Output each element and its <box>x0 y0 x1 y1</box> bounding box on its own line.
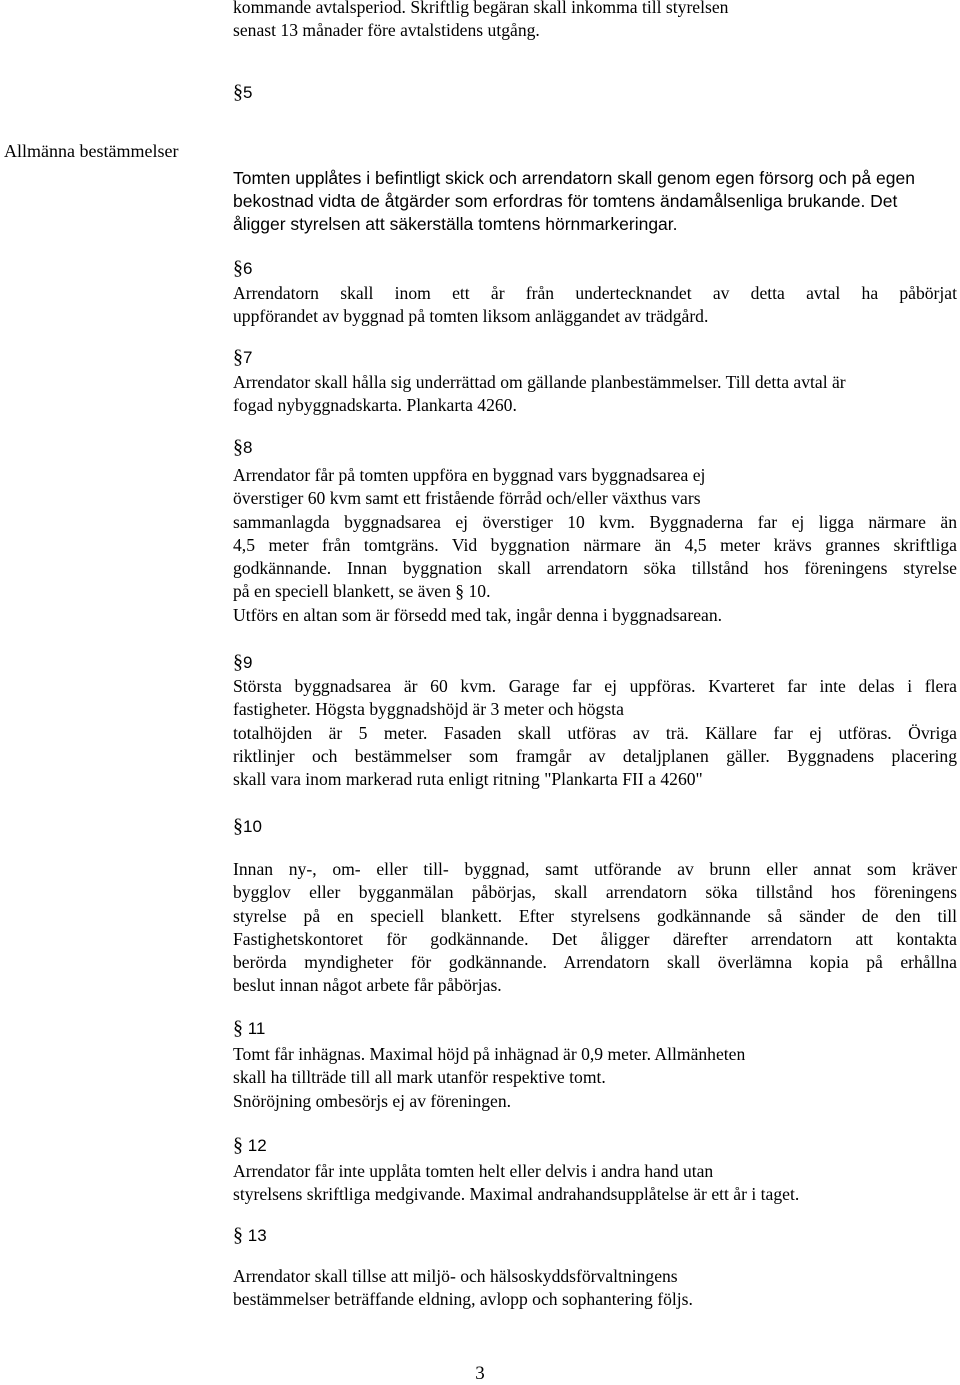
section-heading-13: § 13 <box>233 1224 267 1246</box>
text-line: Största byggnadsarea är 60 kvm. Garage far ej uppföras. Kvarteret far inte delas i flera <box>233 676 957 696</box>
text-line: bygglov eller bygganmälan påbörjas, skall arrendatorn söka tillstånd hos föreningens <box>233 882 957 903</box>
text-line: Arrendator får inte upplåta tomten helt eller delvis i andra hand utan <box>233 1161 714 1181</box>
text-line: bekostnad vidta de åtgärder som erfordras för tomtens ändamålsenliga brukande. Det <box>233 191 898 211</box>
text-line: skall vara inom markerad ruta enligt ritning "Plankarta FII a 4260" <box>233 769 703 790</box>
section-13-body <box>233 1265 693 1312</box>
section-heading-12: § 12 <box>233 1134 267 1156</box>
section-heading-6: §6 <box>233 257 253 279</box>
section-8-body <box>233 464 957 627</box>
text-line: Tomten upplåtes i befintligt skick och arrendatorn skall genom egen försorg och på egen <box>233 168 915 188</box>
text-line: sammanlagda byggnadsarea ej överstiger 10 kvm. Byggnaderna far ej ligga närmare än <box>233 511 957 532</box>
text-line: Snöröjning ombesörjs ej av föreningen. <box>233 1090 512 1111</box>
text-line: Arrendatorn skall inom ett år från undertecknandet av detta avtal ha påbörjat <box>233 283 957 303</box>
text-line: Fastighetskontoret för godkännande. Det åligger därefter arrendatorn att kontakta <box>233 928 957 949</box>
text-line: beslut innan något arbete får påbörjas. <box>233 975 502 996</box>
section-heading-5: §5 <box>233 81 253 103</box>
text-line: överstiger 60 kvm samt ett fristående förråd och/eller växthus vars <box>233 488 701 509</box>
section-12-body <box>233 1160 799 1207</box>
section-heading-9: §9 <box>233 651 253 673</box>
text-line: Arrendator skall tillse att miljö- och hälsoskyddsförvaltningens <box>233 1266 678 1286</box>
section-5-body <box>233 167 915 236</box>
text-line: åligger styrelsen att säkerställa tomtens hörnmarkeringar. <box>233 214 678 234</box>
text-line: Utförs en altan som är försedd med tak, ingår denna i byggnadsarean. <box>233 604 723 625</box>
text-line: bestämmelser beträffande eldning, avlopp och sophantering följs. <box>233 1289 693 1310</box>
text-line: fastigheter. Högsta byggnadshöjd är 3 meter och högsta <box>233 699 624 720</box>
text-line: riktlinjer och bestämmelser som framgår av detaljplanen gäller. Byggnadens placering <box>233 745 957 766</box>
text-line: på en speciell blankett, se även § 10. <box>233 581 491 602</box>
text-line: berörda myndigheter för godkännande. Arrendatorn skall överlämna kopia på erhållna <box>233 952 957 973</box>
section-9-body <box>233 675 957 791</box>
text-line: totalhöjden är 5 meter. Fasaden skall utföras av trä. Källare far ej utföras. Övriga <box>233 722 957 743</box>
text-line: uppförandet av byggnad på tomten liksom anläggandet av trädgård. <box>233 306 709 327</box>
text-line: Arrendator skall hålla sig underrättad om gällande planbestämmelser. Till detta avtal är <box>233 372 846 392</box>
section-11-body <box>233 1043 745 1113</box>
text-line: senast 13 månader före avtalstidens utgång. <box>233 20 540 41</box>
side-heading: Allmänna bestämmelser <box>4 141 179 161</box>
text-line: styrelse på en speciell blankett. Efter styrelsens godkännande så sänder de den till <box>233 905 957 926</box>
section-heading-7: §7 <box>233 346 253 368</box>
section-heading-10: §10 <box>233 815 262 837</box>
section-6-body <box>233 282 957 329</box>
text-line: 4,5 meter från tomtgräns. Vid byggnation närmare än 4,5 meter krävs grannes skriftliga <box>233 534 957 555</box>
text-line: Tomt får inhägnas. Maximal höjd på inhägnad är 0,9 meter. Allmänheten <box>233 1044 746 1064</box>
section-10-body <box>233 858 957 998</box>
text-line: fogad nybyggnadskarta. Plankarta 4260. <box>233 395 517 416</box>
text-line: Innan ny-, om- eller till- byggnad, samt utförande av brunn eller annat som kräver <box>233 859 957 879</box>
page-number: 3 <box>475 1363 485 1384</box>
text-line: styrelsens skriftliga medgivande. Maximal andrahandsupplåtelse är ett år i taget. <box>233 1184 800 1205</box>
section-heading-8: §8 <box>233 436 253 458</box>
text-line: kommande avtalsperiod. Skriftlig begäran skall inkomma till styrelsen <box>233 0 729 17</box>
section-7-body <box>233 371 846 418</box>
text-line: godkännande. Innan byggnation skall arrendatorn söka tillstånd hos föreningens styrelse <box>233 558 957 579</box>
text-line: Arrendator får på tomten uppföra en byggnad vars byggnadsarea ej <box>233 465 706 485</box>
text-line: skall ha tillträde till all mark utanför respektive tomt. <box>233 1067 606 1088</box>
intro-paragraph <box>233 0 728 43</box>
section-heading-11: § 11 <box>233 1017 266 1039</box>
